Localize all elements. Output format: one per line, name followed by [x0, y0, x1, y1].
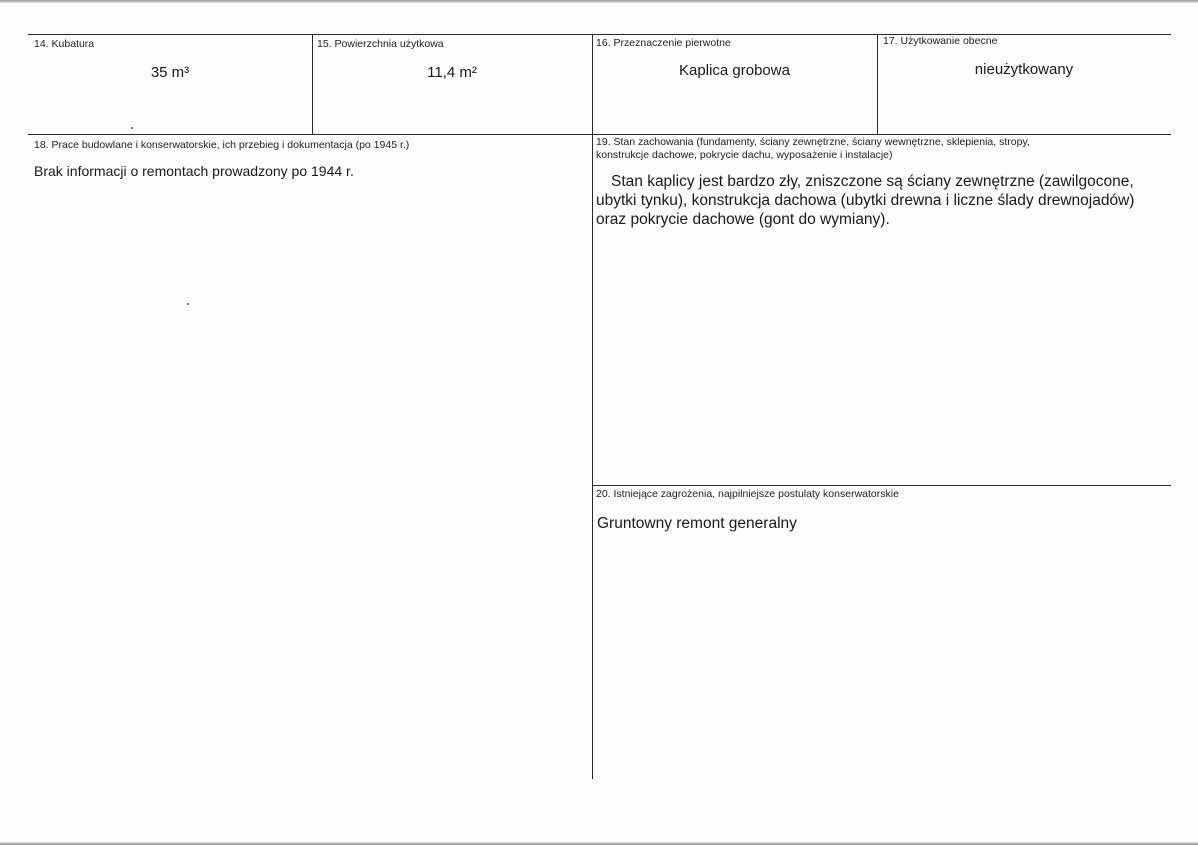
row-top-border — [28, 34, 1171, 35]
field-19-value-line-2: ubytki tynku), konstrukcja dachowa (ubytki drewna i liczne ślady drewnojadów) — [596, 192, 1135, 209]
field-18-value: Brak informacji o remontach prowadzony po 1944 r. — [34, 163, 354, 179]
field-17-label: 17. Użytkowanie obecne — [883, 35, 998, 47]
column-divider-14-15 — [312, 34, 313, 134]
column-divider-main — [592, 34, 593, 779]
field-16-value: Kaplica grobowa — [679, 62, 790, 79]
field-16-label: 16. Przeznaczenie pierwotne — [596, 37, 731, 49]
field-19-label: 19. Stan zachowania (fundamenty, ściany zewnętrzne, ściany wewnętrzne, sklepienia, stropy, — [596, 136, 1030, 148]
field-14-value: 35 m³ — [150, 64, 190, 81]
field-19-value-line-3: oraz pokrycie dachowe (gont do wymiany). — [596, 211, 890, 228]
field-14-label: 14. Kubatura — [34, 38, 95, 50]
field-18-label: 18. Prace budowlane i konserwatorskie, ich przebieg i dokumentacja (po 1945 r.) — [34, 139, 410, 151]
column-divider-16-17 — [877, 34, 878, 134]
row-divider-right — [592, 485, 1171, 486]
scan-speck — [131, 127, 133, 129]
field-19-value-line-1: Stan kaplicy jest bardzo zły, zniszczone są ściany zewnętrzne (zawilgocone, — [611, 173, 1134, 190]
field-15-value: 11,4 m² — [427, 64, 477, 81]
field-17-value: nieużytkowany — [974, 61, 1074, 78]
scan-speck — [187, 303, 189, 305]
field-15-label: 15. Powierzchnia użytkowa — [317, 38, 444, 50]
scan-edge-top — [0, 0, 1198, 3]
row-divider-1 — [28, 134, 1171, 135]
field-19-label-continuation: konstrukcje dachowe, pokrycie dachu, wyposażenie i instalacje) — [596, 149, 893, 161]
field-20-label: 20. Istniejące zagrożenia, najpilniejsze postulaty konserwatorskie — [596, 488, 899, 500]
field-20-value: Gruntowny remont generalny — [597, 515, 797, 532]
